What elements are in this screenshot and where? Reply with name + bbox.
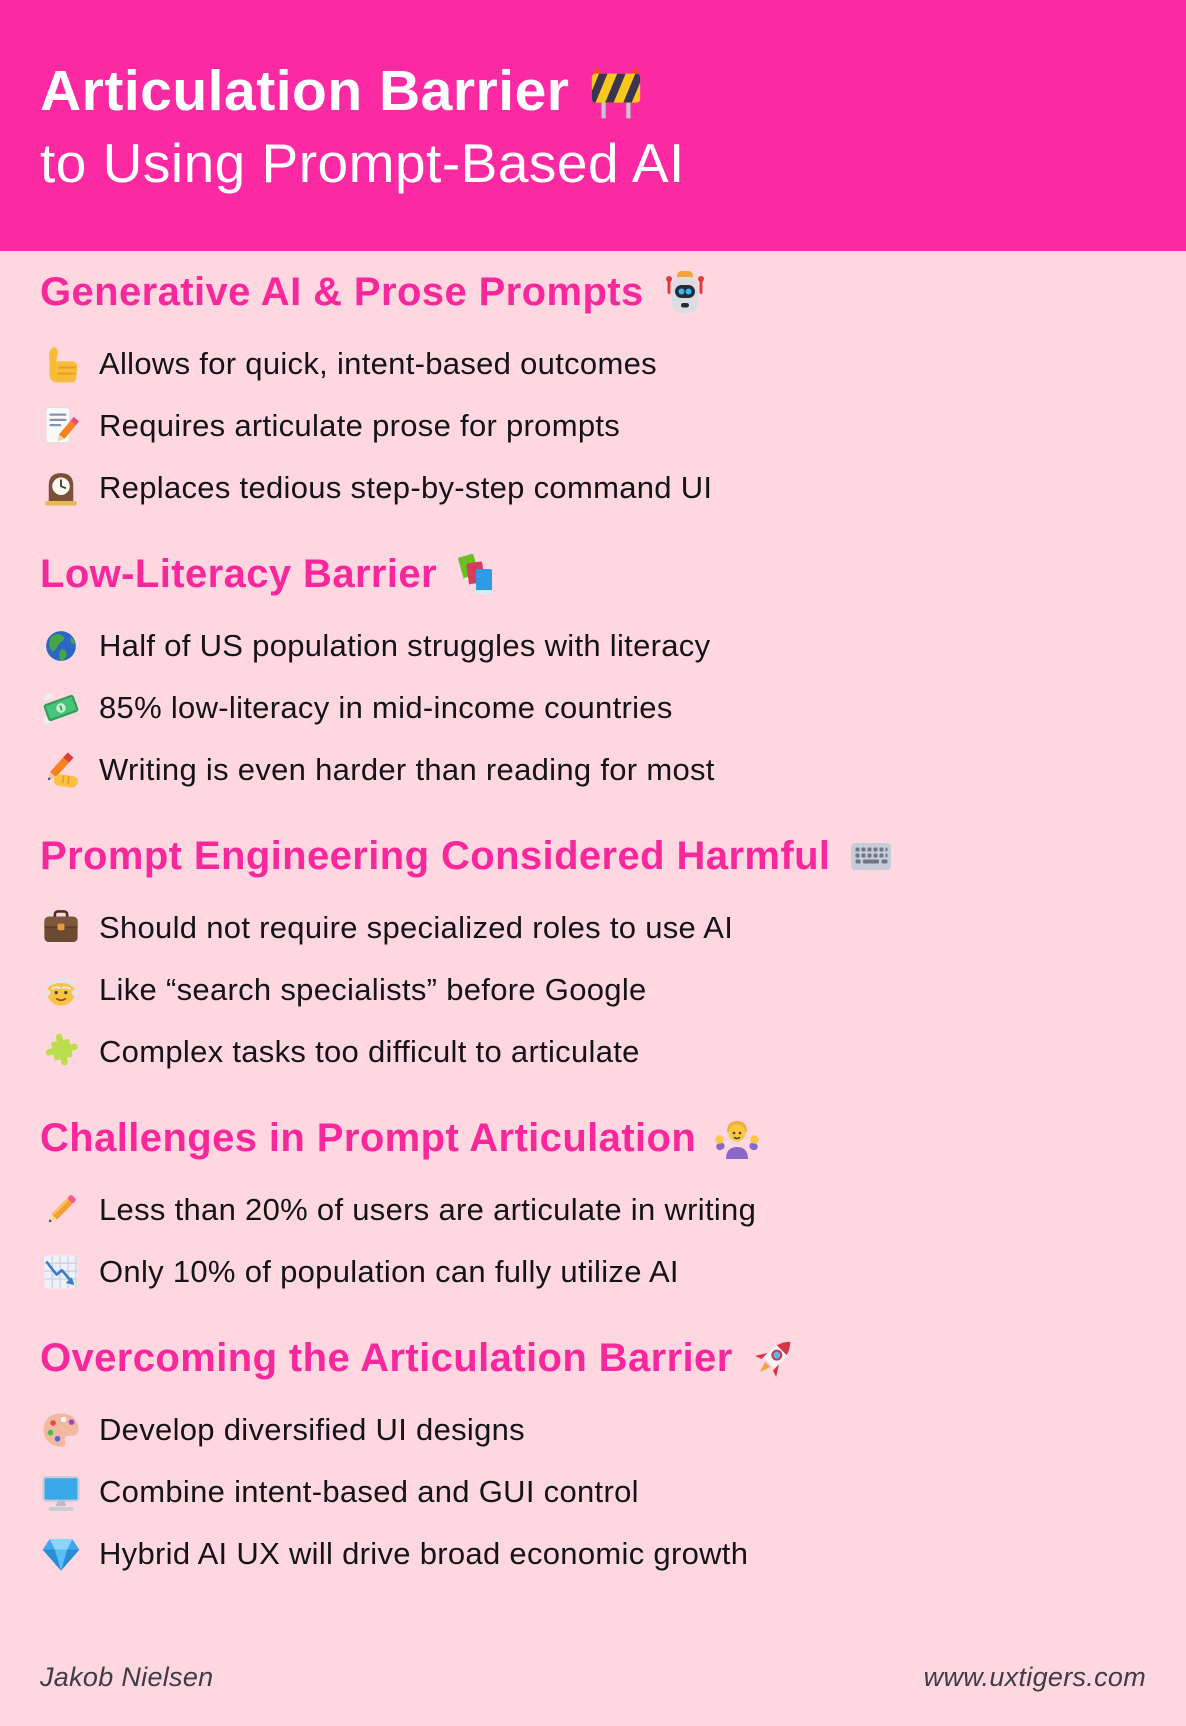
list-item (40, 1461, 1146, 1523)
bullet-list (40, 1399, 1146, 1585)
section-heading (40, 545, 1146, 603)
construction-barrier-icon (587, 64, 645, 122)
books-icon (454, 550, 502, 598)
artist-palette-icon (40, 1409, 82, 1451)
pencil-icon (40, 1189, 82, 1231)
section-title: Low-Literacy Barrier (40, 552, 438, 596)
desktop-computer-icon (40, 1471, 82, 1513)
gem-stone-icon (40, 1533, 82, 1575)
writing-hand-icon (40, 749, 82, 791)
section-low-literacy (40, 545, 1146, 801)
list-item (40, 959, 1146, 1021)
thumbs-up-icon (40, 343, 82, 385)
list-item (40, 1241, 1146, 1303)
bullet-text: Combine intent-based and GUI control (99, 1474, 639, 1509)
section-title: Prompt Engineering Considered Harmful (40, 834, 831, 878)
bullet-text: Replaces tedious step-by-step command UI (99, 470, 713, 505)
list-item (40, 677, 1146, 739)
section-title: Overcoming the Articulation Barrier (40, 1336, 733, 1380)
author-credit: Jakob Nielsen (40, 1662, 214, 1692)
page-title-text: Articulation Barrier (40, 58, 570, 123)
section-title: Generative AI & Prose Prompts (40, 270, 644, 314)
bullet-text: Less than 20% of users are articulate in writing (99, 1192, 757, 1227)
section-generative-ai (40, 263, 1146, 519)
section-prompt-engineering (40, 827, 1146, 1083)
list-item (40, 739, 1146, 801)
section-heading (40, 263, 1146, 321)
list-item (40, 1021, 1146, 1083)
page-title (40, 57, 1146, 125)
chart-decreasing-icon (40, 1251, 82, 1293)
bullet-text: Complex tasks too difficult to articulate (99, 1034, 640, 1069)
bullet-list (40, 1179, 1146, 1303)
list-item (40, 615, 1146, 677)
bullet-list (40, 897, 1146, 1083)
mantelpiece-clock-icon (40, 467, 82, 509)
person-shrugging-icon (713, 1114, 761, 1162)
list-item (40, 1399, 1146, 1461)
memo-pencil-icon (40, 405, 82, 447)
bullet-text: Half of US population struggles with literacy (99, 628, 711, 663)
list-item (40, 1523, 1146, 1585)
hero-header (0, 0, 1186, 251)
robot-icon (661, 268, 709, 316)
bullet-text: Hybrid AI UX will drive broad economic growth (99, 1536, 749, 1571)
website-url: www.uxtigers.com (923, 1662, 1146, 1692)
bullet-text: 85% low-literacy in mid-income countries (99, 690, 673, 725)
page-subtitle: to Using Prompt-Based AI (40, 131, 685, 194)
globe-americas-icon (40, 625, 82, 667)
footer (40, 1662, 1146, 1693)
content (0, 263, 1186, 1585)
briefcase-icon (40, 907, 82, 949)
list-item (40, 457, 1146, 519)
bullet-text: Develop diversified UI designs (99, 1412, 525, 1447)
bullet-text: Only 10% of population can fully utilize AI (99, 1254, 679, 1289)
section-heading (40, 827, 1146, 885)
bullet-text: Like “search specialists” before Google (99, 972, 647, 1007)
section-title: Challenges in Prompt Articulation (40, 1116, 697, 1160)
bullet-list (40, 333, 1146, 519)
puzzle-piece-icon (40, 1031, 82, 1073)
section-heading (40, 1109, 1146, 1167)
section-heading (40, 1329, 1146, 1387)
money-with-wings-icon (40, 687, 82, 729)
bullet-text: Should not require specialized roles to use AI (99, 910, 734, 945)
bullet-list (40, 615, 1146, 801)
section-challenges (40, 1109, 1146, 1303)
list-item (40, 1179, 1146, 1241)
keyboard-icon (847, 832, 895, 880)
section-overcoming (40, 1329, 1146, 1585)
list-item (40, 395, 1146, 457)
bullet-text: Allows for quick, intent-based outcomes (99, 346, 657, 381)
bullet-text: Writing is even harder than reading for most (99, 752, 715, 787)
rocket-icon (750, 1334, 798, 1382)
list-item (40, 333, 1146, 395)
old-man-icon (40, 969, 82, 1011)
bullet-text: Requires articulate prose for prompts (99, 408, 621, 443)
list-item (40, 897, 1146, 959)
